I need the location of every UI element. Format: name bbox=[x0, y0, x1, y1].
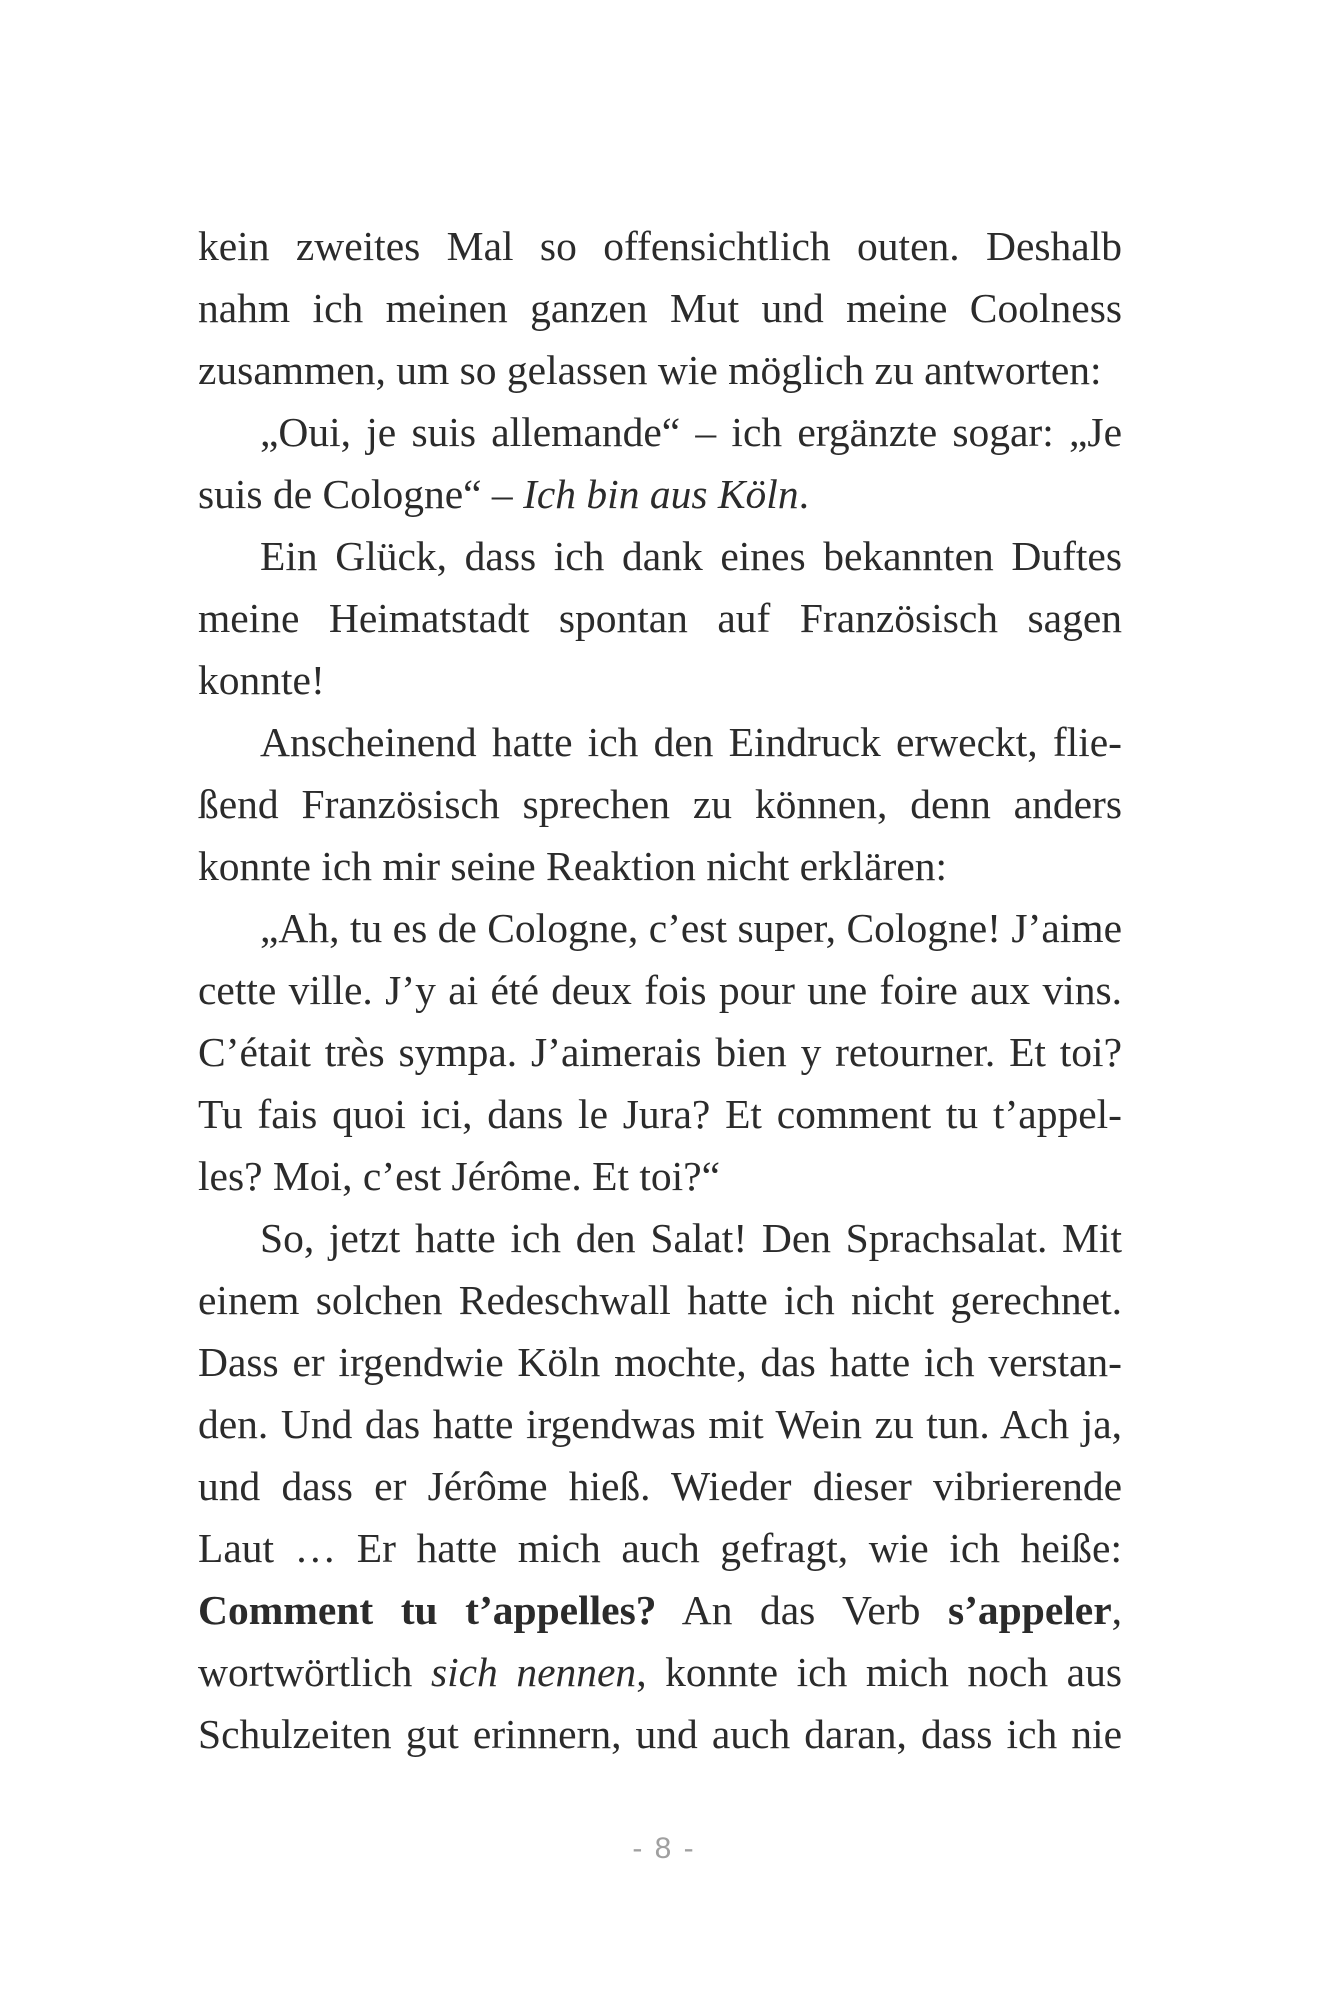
paragraph-p5 bbox=[198, 897, 1122, 1207]
body-text bbox=[198, 215, 1122, 1765]
text-run: , wortwörtlich bbox=[198, 1587, 1122, 1695]
text-run: Ein Glück, dass ich dank eines bekannten Duftes meine Heimatstadt spontan auf Französisch sagen konnte! bbox=[198, 533, 1122, 703]
text-run: Anscheinend hatte ich den Eindruck erweckt, fließend Französisch sprechen zu können, denn anders konnte ich mir seine Reaktion nicht erklären: bbox=[198, 719, 1122, 889]
text-run: „Oui, je suis allemande“ – ich ergänzte sogar: „Je suis de Cologne“ – bbox=[198, 409, 1122, 517]
text-run: kein zweites Mal so offensichtlich outen. Deshalb nahm ich meinen ganzen Mut und meine Coolness zusammen, um so gelassen wie möglich zu antworten: bbox=[198, 223, 1122, 393]
text-run: An das Verb bbox=[656, 1587, 948, 1633]
text-run: . bbox=[798, 471, 809, 517]
text-run: sich nennen bbox=[430, 1649, 637, 1695]
paragraph-p3 bbox=[198, 525, 1122, 711]
paragraph-p4 bbox=[198, 711, 1122, 897]
text-run: So, jetzt hatte ich den Salat! Den Sprachsalat. Mit einem solchen Redeschwall hatte ich nicht gerechnet. Dass er irgendwie Köln mochte, das hatte ich verstanden. Und das hatte irgendwas mit Wein zu tun. Ach ja, und dass er Jérôme hieß. Wieder dieser vibrierende Laut … Er hatte mich auch gefragt, wie ich heiße: bbox=[198, 1215, 1122, 1571]
text-run: s’appeler bbox=[947, 1587, 1112, 1633]
text-run: , konnte ich mich noch aus Schulzeiten gut erinnern, und auch daran, dass ich nie bbox=[198, 1649, 1122, 1757]
text-run: Ich bin aus Köln bbox=[523, 471, 799, 517]
paragraph-p2 bbox=[198, 401, 1122, 525]
text-run: „Ah, tu es de Cologne, c’est super, Cologne! J’aime cette ville. J’y ai été deux fois pour une foire aux vins. C’était très sympa. J’aimerais bien y retourner. Et toi? Tu fais quoi ici, dans le Jura? Et comment tu t’appelles? Moi, c’est Jérôme. Et toi?“ bbox=[198, 905, 1122, 1199]
paragraph-p1 bbox=[198, 215, 1122, 401]
page-number: - 8 - bbox=[632, 1832, 696, 1865]
paragraph-p6 bbox=[198, 1207, 1122, 1765]
text-run: Comment tu t’appelles? bbox=[198, 1587, 657, 1633]
